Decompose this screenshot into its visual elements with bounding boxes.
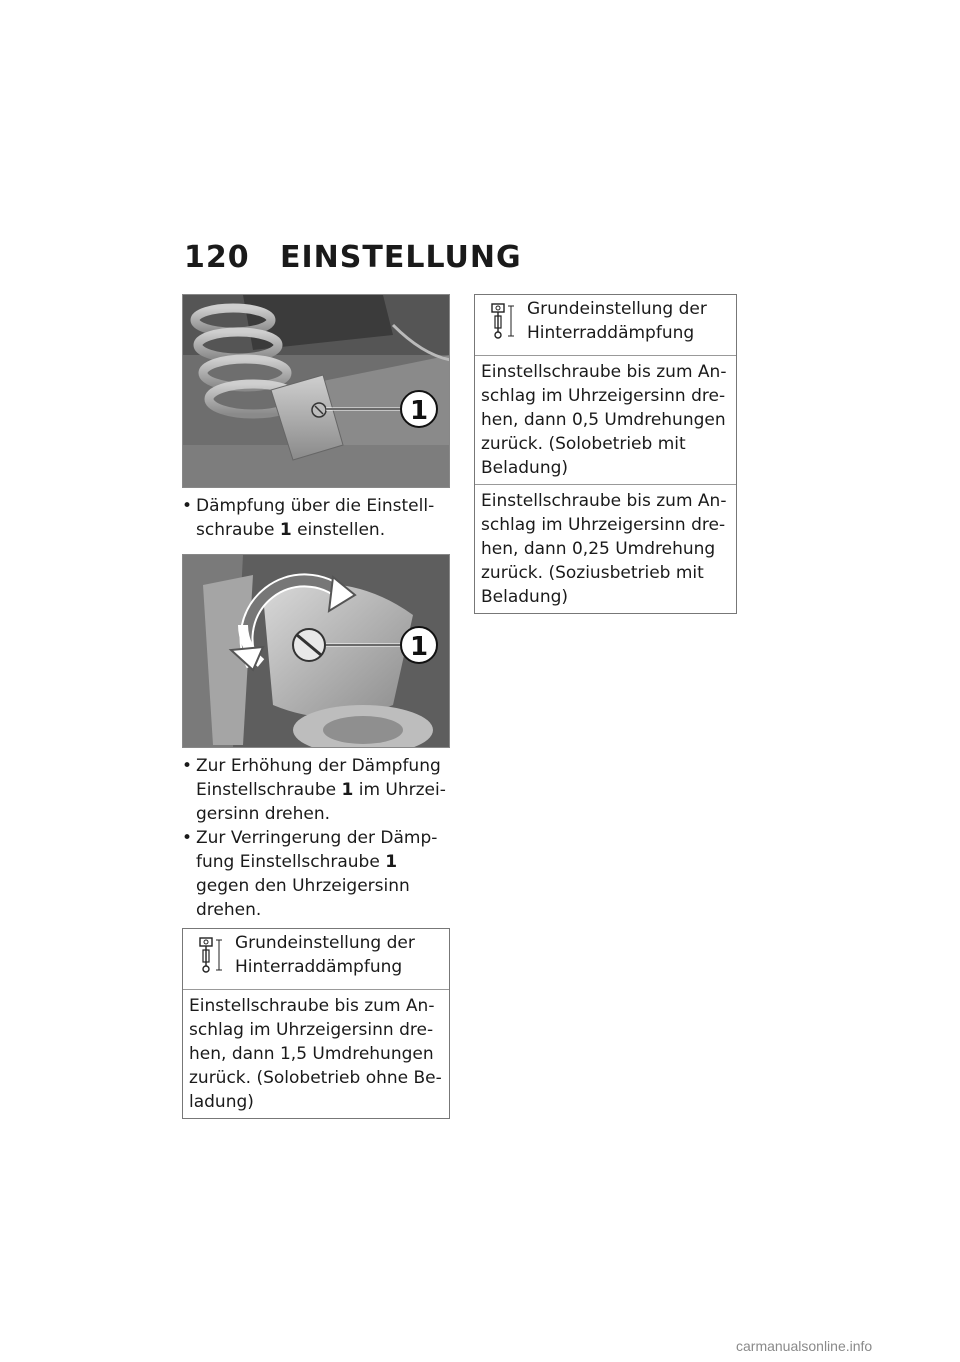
list-item: • Zur Erhöhung der Dämpfung Einstellschraube 1 im Uhrzeigersinn drehen. <box>182 754 450 826</box>
figure2-callout: 1 <box>409 632 429 662</box>
shock-absorber-icon <box>197 936 233 981</box>
list-item: • Zur Verringerung der Dämpfung Einstellschraube 1 gegen den Uhrzeigersinn drehen. <box>182 826 450 922</box>
spec-header <box>183 929 449 990</box>
right-column <box>474 294 737 614</box>
shock-absorber-photo <box>182 294 450 488</box>
spec-title: Grundeinstellung der Hinterraddämpfung <box>527 299 707 343</box>
adjuster-screw-photo <box>182 554 450 748</box>
list-item: • Dämpfung über die Einstellschraube 1 einstellen. <box>182 494 450 542</box>
page-number: 120 <box>184 240 250 275</box>
spec-row: Einstellschraube bis zum Anschlag im Uhrzeigersinn drehen, dann 0,5 Umdrehungen zurück. (Solobetrieb mit Beladung) <box>481 362 727 478</box>
spec-box-right <box>474 294 737 614</box>
figure1-callout: 1 <box>409 396 429 426</box>
page-header <box>184 240 522 275</box>
instruction-list-a <box>182 494 450 542</box>
watermark: carmanualsonline.info <box>736 1338 873 1354</box>
left-column <box>182 294 450 1119</box>
instruction-list-b <box>182 754 450 922</box>
spec-title: Grundeinstellung der Hinterraddämpfung <box>235 933 415 977</box>
spec-row: Einstellschraube bis zum Anschlag im Uhrzeigersinn drehen, dann 0,25 Umdrehung zurück. (Soziusbetrieb mit Beladung) <box>475 484 736 613</box>
spec-header <box>475 295 736 356</box>
spec-row: Einstellschraube bis zum Anschlag im Uhrzeigersinn drehen, dann 1,5 Umdrehungen zurück. (Solobetrieb ohne Beladung) <box>189 996 442 1112</box>
spec-box-left <box>182 928 450 1119</box>
chapter-title: EINSTELLUNG <box>280 240 522 275</box>
shock-absorber-icon <box>489 302 525 347</box>
